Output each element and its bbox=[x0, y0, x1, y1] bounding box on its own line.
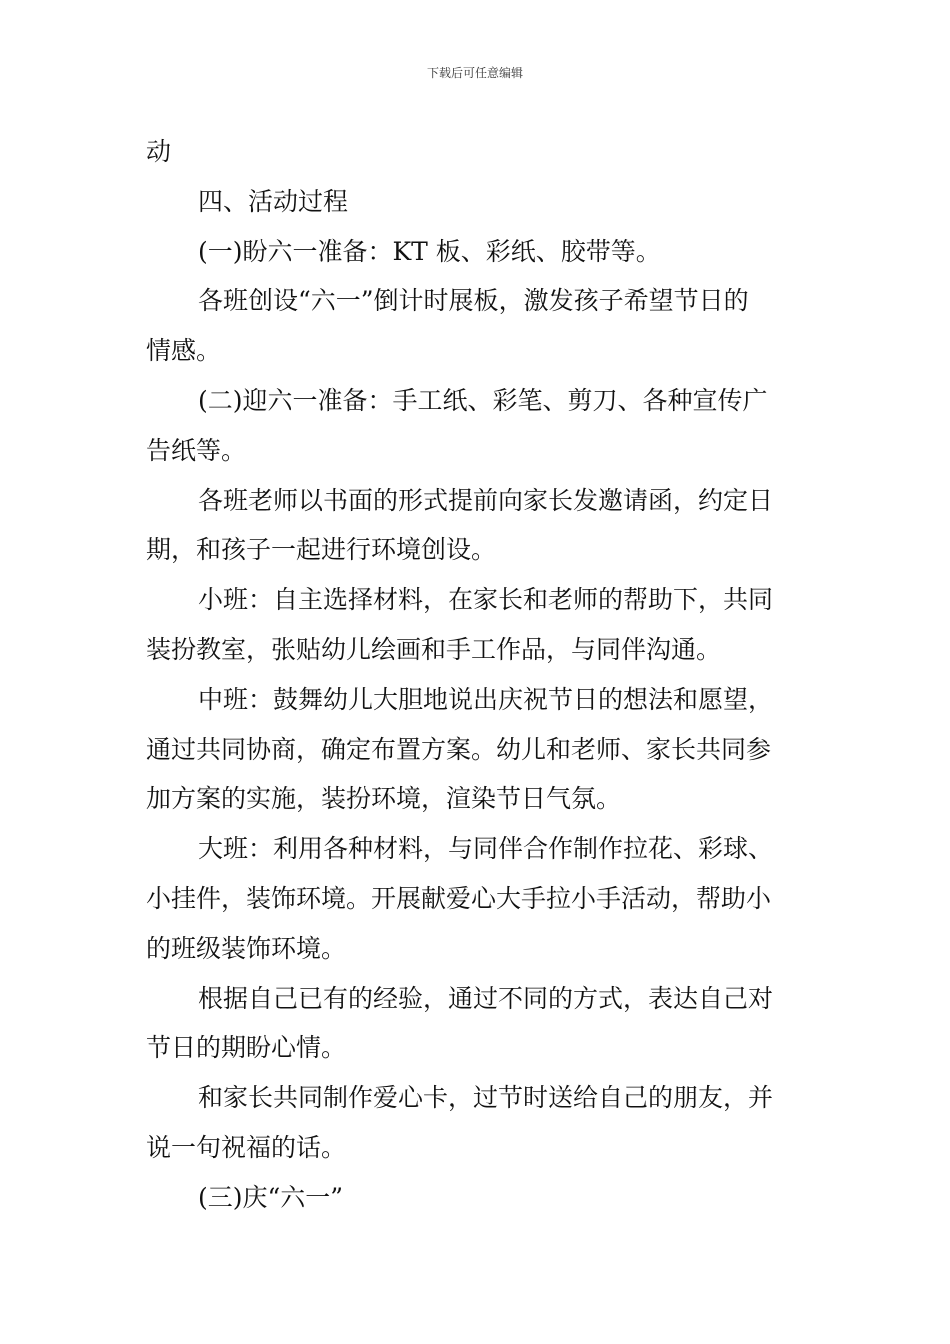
subsection-heading: (二)迎六一准备：手工纸、彩笔、剪刀、各种宣传广 bbox=[198, 385, 768, 415]
text-line: 大班：利用各种材料，与同伴合作制作拉花、彩球、 bbox=[198, 834, 774, 864]
page-header-note: 下载后可任意编辑 bbox=[426, 66, 523, 80]
text-line: 各班老师以书面的形式提前向家长发邀请函，约定日 bbox=[198, 485, 774, 515]
document-body bbox=[146, 127, 808, 1223]
text-line: 根据自己已有的经验，通过不同的方式，表达自己对 bbox=[198, 983, 774, 1013]
text-line: 加方案的实施，装扮环境，渲染节日气氛。 bbox=[146, 784, 622, 814]
text-line: 和家长共同制作爱心卡，过节时送给自己的朋友，并 bbox=[198, 1083, 774, 1113]
text-line: 各班创设“六一”倒计时展板，激发孩子希望节日的 bbox=[198, 286, 749, 316]
text-line: 期，和孩子一起进行环境创设。 bbox=[146, 535, 497, 565]
section-heading: 四、活动过程 bbox=[198, 186, 349, 216]
text-line: 说一句祝福的话。 bbox=[146, 1132, 347, 1162]
subsection-heading: (一)盼六一准备：KT 板、彩纸、胶带等。 bbox=[198, 236, 661, 266]
text-line: 小班：自主选择材料，在家长和老师的帮助下，共同 bbox=[198, 585, 774, 615]
subsection-heading: (三)庆“六一” bbox=[198, 1182, 344, 1212]
text-line: 情感。 bbox=[146, 336, 222, 366]
text-line: 中班：鼓舞幼儿大胆地说出庆祝节日的想法和愿望， bbox=[198, 684, 774, 714]
text-line: 告纸等。 bbox=[146, 435, 247, 465]
text-line: 小挂件，装饰环境。开展献爱心大手拉小手活动，帮助小 bbox=[146, 883, 772, 913]
text-line: 的班级装饰环境。 bbox=[146, 933, 347, 963]
text-line: 通过共同协商，确定布置方案。幼儿和老师、家长共同参 bbox=[146, 734, 772, 764]
text-line: 节日的期盼心情。 bbox=[146, 1033, 347, 1063]
text-line: 动 bbox=[146, 137, 172, 166]
text-line: 装扮教室，张贴幼儿绘画和手工作品，与同伴沟通。 bbox=[146, 634, 722, 664]
